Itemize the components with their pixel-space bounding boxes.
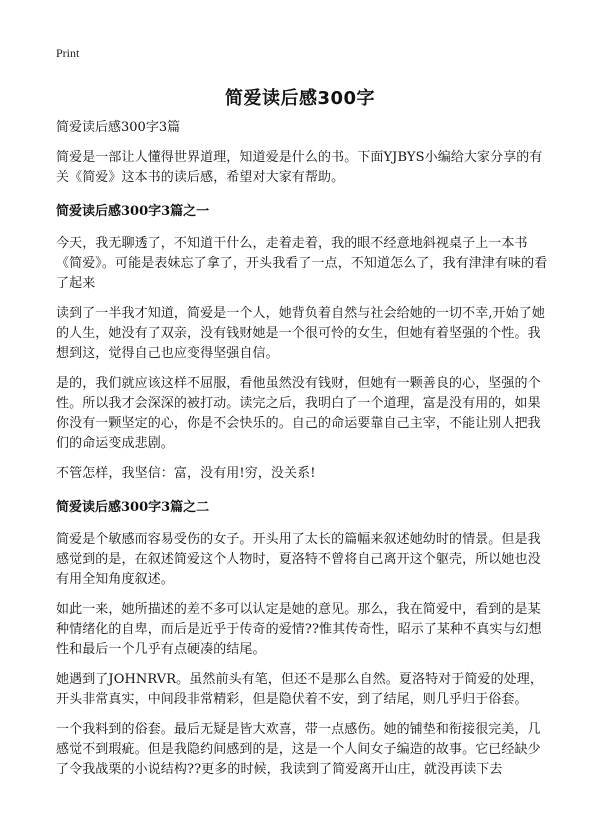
section-2 <box>56 498 548 780</box>
article-body <box>56 118 548 790</box>
section-paragraph: 不管怎样，我坚信：富，没有用!穷，没关系! <box>56 466 316 481</box>
section-paragraph: 她遇到了JOHNRVR。虽然前头有笔，但还不是那么自然。夏洛特对于简爱的处理，开头非常真实，中间段非常精彩，但是隐伏着不安，到了结尾，则几乎归于俗套。 <box>56 672 543 707</box>
section-paragraph: 读到了一半我才知道，简爱是一个人，她背负着自然与社会给她的一切不幸,开始了她的人生，她没有了双亲，没有钱财她是一个很可怜的女生，但她有着坚强的个性。我想到这，觉得自己也应变得坚强自信。 <box>56 306 545 361</box>
section-paragraph: 是的，我们就应该这样不屈服，看他虽然没有钱财，但她有一颗善良的心，坚强的个性。所以我才会深深的被打动。读完之后，我明白了一个道理，富是没有用的，如果你没有一颗坚定的心，你是不会快乐的。自己的命运要靠自己主宰，不能让别人把我们的命运变成悲剧。 <box>56 376 541 451</box>
section-heading: 简爱读后感300字3篇之一 <box>56 204 210 219</box>
page-title: 简爱读后感300字 <box>224 88 376 109</box>
section-heading: 简爱读后感300字3篇之二 <box>56 500 210 515</box>
section-paragraph: 如此一来，她所描述的差不多可以认定是她的意见。那么，我在简爱中，看到的是某种情绪化的自卑，而后是近乎于传奇的爱情??惟其传奇性，昭示了某种不真实与幻想性和最后一个几乎有点硬凑的结尾。 <box>56 602 542 657</box>
section-paragraph: 今天，我无聊透了，不知道干什么，走着走着，我的眼不经意地斜视桌子上一本书《简爱》。可能是表妹忘了拿了，开头我看了一点，不知道怎么了，我有津津有味的看了起来 <box>56 236 548 291</box>
article-subtitle: 简爱读后感300字3篇 <box>56 120 181 135</box>
print-link[interactable]: Print <box>56 46 80 60</box>
intro-paragraph: 简爱是一部让人懂得世界道理，知道爱是什么的书。下面YJBYS小编给大家分享的有关《简爱》这本书的读后感，希望对大家有帮助。 <box>56 150 543 185</box>
section-paragraph: 一个我料到的俗套。最后无疑是皆大欢喜，带一点感伤。她的铺垫和衔接很完美，几感觉不到瑕疵。但是我隐约间感到的是，这是一个人间女子编造的故事。它已经缺少了令我战栗的小说结构??更多的时候，我读到了简爱离开山庄，就没再读下去 <box>56 722 541 777</box>
section-paragraph: 简爱是个敏感而容易受伤的女子。开头用了太长的篇幅来叙述她幼时的情景。但是我感觉到的是，在叙述简爱这个人物时，夏洛特不曾将自己离开这个躯壳，所以她也没有用全知角度叙述。 <box>56 532 541 587</box>
section-1 <box>56 202 548 484</box>
